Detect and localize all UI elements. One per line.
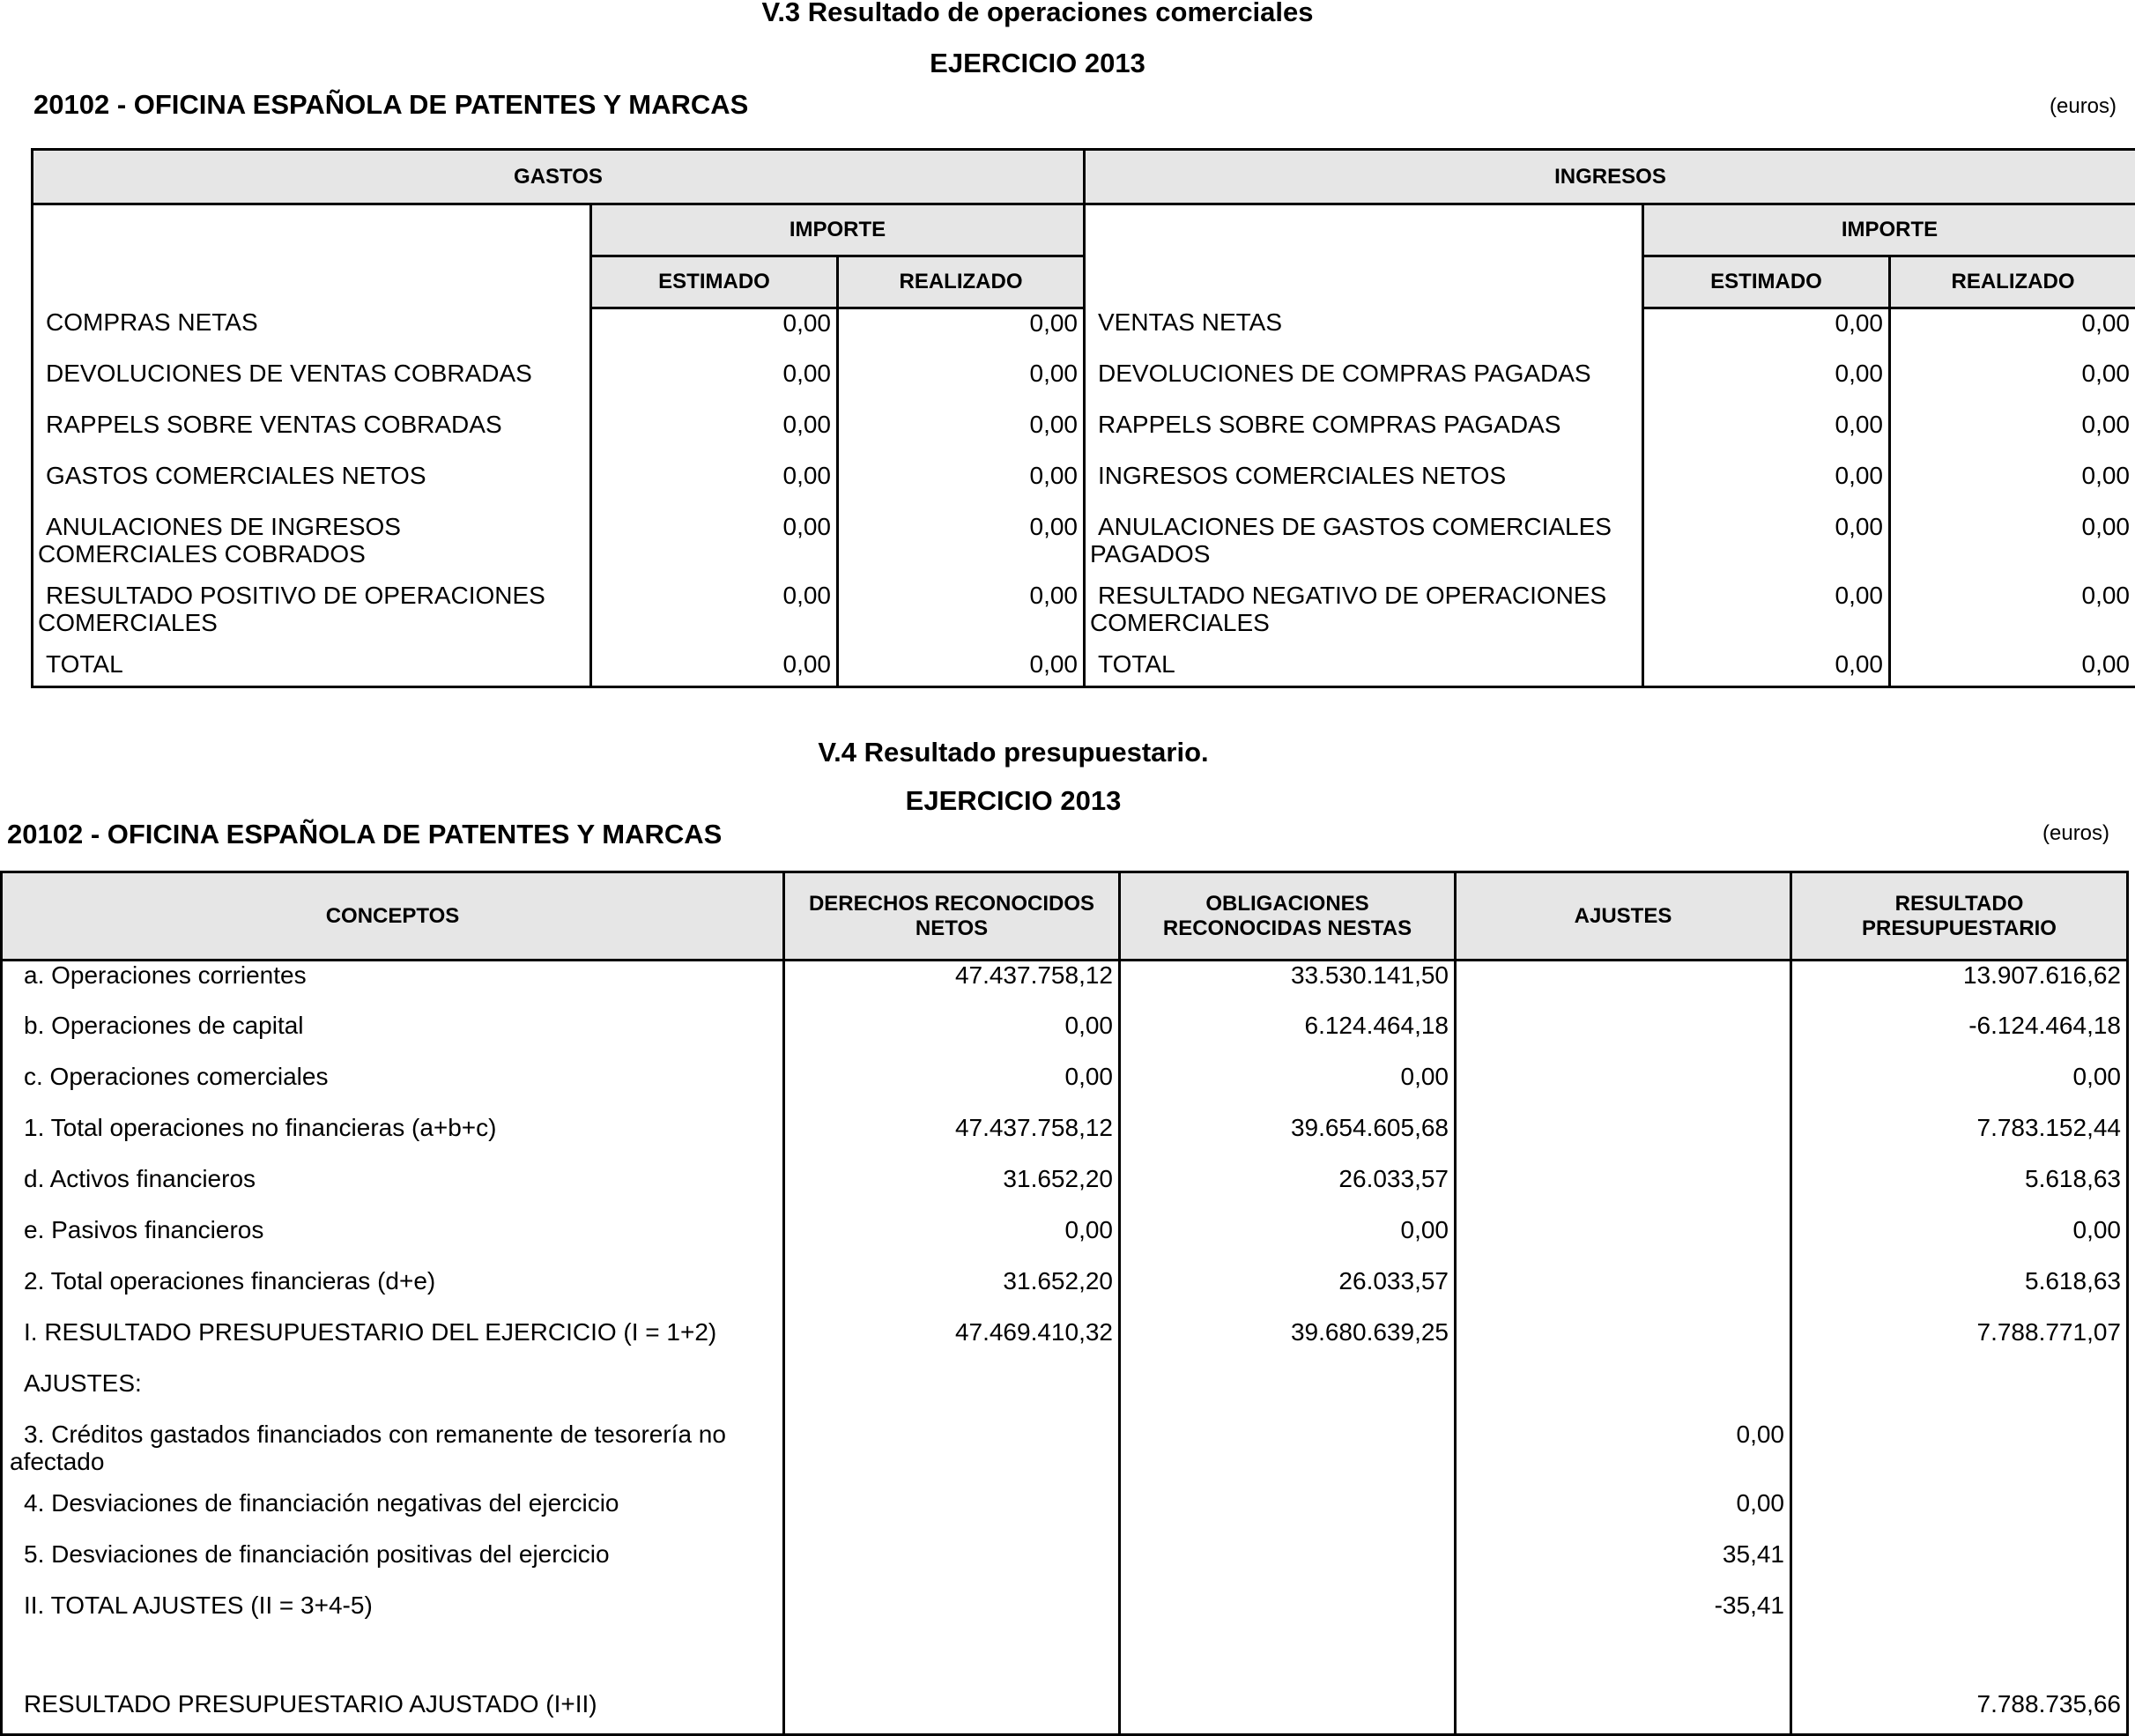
budget-result-table: [0, 871, 2129, 1736]
gastos-concept: [33, 360, 591, 411]
gastos-concept: [33, 513, 591, 582]
gastos-realizado: 0,00: [838, 582, 1085, 650]
ingresos-concept-line1: DEVOLUCIONES DE COMPRAS PAGADAS: [1098, 360, 1642, 387]
ajustes-cell: [1456, 1318, 1791, 1369]
obligaciones-cell: 26.033,57: [1120, 1165, 1456, 1216]
ajustes-cell: [1456, 1643, 1791, 1735]
ajustes-cell: 0,00: [1456, 1489, 1791, 1540]
obligaciones-cell: [1120, 1489, 1456, 1540]
ingresos-realizado: 0,00: [1890, 360, 2135, 411]
resultado-cell: 0,00: [1791, 1063, 2128, 1114]
ingresos-concept-line1: TOTAL: [1098, 650, 1642, 678]
header-importe-ingresos: IMPORTE: [1643, 204, 2135, 256]
resultado-cell: 7.788.771,07: [1791, 1318, 2128, 1369]
ingresos-concept: [1085, 360, 1643, 411]
gastos-estimado: 0,00: [591, 360, 838, 411]
table-row: [2, 961, 2128, 1012]
ajustes-cell: [1456, 1216, 1791, 1267]
gastos-concept: [33, 462, 591, 513]
ingresos-realizado: 0,00: [1890, 308, 2135, 360]
concept-line1: c. Operaciones comerciales: [24, 1063, 782, 1090]
concept-line1: e. Pasivos financieros: [24, 1216, 782, 1243]
gastos-realizado: 0,00: [838, 308, 1085, 360]
gastos-concept-line1: RESULTADO POSITIVO DE OPERACIONES: [46, 582, 589, 609]
concept-line1: 4. Desviaciones de financiación negativas del ejercicio: [24, 1489, 782, 1517]
concept-cell: [2, 1540, 784, 1591]
gastos-concept: [33, 411, 591, 462]
gastos-concept-line1: ANULACIONES DE INGRESOS: [46, 513, 589, 540]
gastos-estimado: 0,00: [591, 411, 838, 462]
derechos-cell: [784, 1369, 1120, 1421]
table-row: [2, 1421, 2128, 1489]
obligaciones-cell: [1120, 1643, 1456, 1735]
ajustes-cell: [1456, 961, 1791, 1012]
ingresos-concept: [1085, 462, 1643, 513]
header-resultado-line2: PRESUPUESTARIO: [1792, 916, 2126, 941]
table-row: [2, 1540, 2128, 1591]
ajustes-cell: 35,41: [1456, 1540, 1791, 1591]
ajustes-cell: [1456, 1114, 1791, 1165]
resultado-cell: 5.618,63: [1791, 1165, 2128, 1216]
concept-line1: 2. Total operaciones financieras (d+e): [24, 1267, 782, 1295]
derechos-cell: 47.437.758,12: [784, 961, 1120, 1012]
section-v3-entity: 20102 - OFICINA ESPAÑOLA DE PATENTES Y MARCAS: [33, 89, 748, 121]
gastos-concept-line1: TOTAL: [46, 650, 589, 678]
table-row: [2, 1012, 2128, 1063]
gastos-concept: [33, 308, 591, 360]
gastos-estimado: 0,00: [591, 650, 838, 687]
ingresos-concept: [1085, 650, 1643, 687]
table-row: [2, 1216, 2128, 1267]
table-row: [33, 582, 2135, 650]
table-row: [2, 1369, 2128, 1421]
resultado-cell: 7.788.735,66: [1791, 1643, 2128, 1735]
gastos-concept-line1: DEVOLUCIONES DE VENTAS COBRADAS: [46, 360, 589, 387]
header-realizado-gastos: REALIZADO: [838, 256, 1085, 308]
concept-cell: [2, 1369, 784, 1421]
concept-line1: 3. Créditos gastados financiados con remanente de tesorería no: [24, 1421, 782, 1448]
table-row: [2, 1318, 2128, 1369]
concept-cell: [2, 1012, 784, 1063]
section-v4-entity: 20102 - OFICINA ESPAÑOLA DE PATENTES Y MARCAS: [7, 819, 722, 850]
concept-cell: [2, 1489, 784, 1540]
ingresos-estimado: 0,00: [1643, 513, 1890, 582]
header-estimado-gastos: ESTIMADO: [591, 256, 838, 308]
obligaciones-cell: [1120, 1421, 1456, 1489]
concept-cell: [2, 1421, 784, 1489]
concept-cell: [2, 1267, 784, 1318]
section-v3-units: (euros): [2050, 94, 2116, 119]
derechos-cell: [784, 1643, 1120, 1735]
header-blank-gastos: [33, 204, 591, 308]
resultado-cell: [1791, 1540, 2128, 1591]
ingresos-estimado: 0,00: [1643, 308, 1890, 360]
derechos-cell: 0,00: [784, 1012, 1120, 1063]
ajustes-cell: 0,00: [1456, 1421, 1791, 1489]
derechos-cell: [784, 1489, 1120, 1540]
header-obligaciones-line1: OBLIGACIONES: [1121, 892, 1454, 916]
resultado-cell: 13.907.616,62: [1791, 961, 2128, 1012]
header-obligaciones: [1120, 872, 1456, 961]
header-ingresos: INGRESOS: [1085, 150, 2135, 204]
resultado-cell: [1791, 1591, 2128, 1643]
concept-cell: [2, 961, 784, 1012]
header-resultado-line1: RESULTADO: [1792, 892, 2126, 916]
ingresos-estimado: 0,00: [1643, 582, 1890, 650]
gastos-realizado: 0,00: [838, 462, 1085, 513]
table-row: [33, 462, 2135, 513]
section-v3-year: EJERCICIO 2013: [0, 48, 2075, 79]
obligaciones-cell: 39.654.605,68: [1120, 1114, 1456, 1165]
ingresos-concept-line1: RAPPELS SOBRE COMPRAS PAGADAS: [1098, 411, 1642, 438]
ingresos-concept-line1: INGRESOS COMERCIALES NETOS: [1098, 462, 1642, 489]
header-derechos: [784, 872, 1120, 961]
ingresos-estimado: 0,00: [1643, 650, 1890, 687]
ingresos-concept-line2: PAGADOS: [1090, 540, 1642, 568]
gastos-concept-line2: COMERCIALES: [38, 609, 589, 636]
concept-line1: AJUSTES:: [24, 1369, 782, 1397]
gastos-estimado: 0,00: [591, 582, 838, 650]
gastos-realizado: 0,00: [838, 513, 1085, 582]
concept-line1: d. Activos financieros: [24, 1165, 782, 1192]
header-realizado-ingresos: REALIZADO: [1890, 256, 2135, 308]
gastos-realizado: 0,00: [838, 360, 1085, 411]
table-row: [2, 1489, 2128, 1540]
gastos-concept-line1: RAPPELS SOBRE VENTAS COBRADAS: [46, 411, 589, 438]
commercial-operations-body: [33, 308, 2135, 687]
gastos-concept: [33, 582, 591, 650]
derechos-cell: 47.437.758,12: [784, 1114, 1120, 1165]
table-row-total: [2, 1643, 2128, 1735]
ajustes-cell: [1456, 1063, 1791, 1114]
resultado-cell: -6.124.464,18: [1791, 1012, 2128, 1063]
table-row: [2, 1165, 2128, 1216]
resultado-cell: [1791, 1369, 2128, 1421]
ingresos-concept-line2: COMERCIALES: [1090, 609, 1642, 636]
derechos-cell: 0,00: [784, 1216, 1120, 1267]
table-row: [2, 1591, 2128, 1643]
header-obligaciones-line2: RECONOCIDAS NESTAS: [1121, 916, 1454, 941]
ingresos-concept: [1085, 513, 1643, 582]
table-row: [33, 411, 2135, 462]
table-row: [33, 308, 2135, 360]
derechos-cell: [784, 1591, 1120, 1643]
table-row: [2, 1114, 2128, 1165]
section-v4-units: (euros): [2042, 821, 2109, 846]
concept-line1: I. RESULTADO PRESUPUESTARIO DEL EJERCICIO (I = 1+2): [24, 1318, 782, 1346]
gastos-concept: [33, 650, 591, 687]
ajustes-cell: [1456, 1369, 1791, 1421]
header-conceptos: CONCEPTOS: [2, 872, 784, 961]
concept-line1: II. TOTAL AJUSTES (II = 3+4-5): [24, 1591, 782, 1619]
derechos-cell: 31.652,20: [784, 1165, 1120, 1216]
obligaciones-cell: 0,00: [1120, 1216, 1456, 1267]
obligaciones-cell: [1120, 1540, 1456, 1591]
obligaciones-cell: 6.124.464,18: [1120, 1012, 1456, 1063]
section-v4-year: EJERCICIO 2013: [0, 785, 2027, 817]
obligaciones-cell: [1120, 1591, 1456, 1643]
ajustes-cell: -35,41: [1456, 1591, 1791, 1643]
section-v4-title: V.4 Resultado presupuestario.: [0, 737, 2027, 768]
concept-line1: RESULTADO PRESUPUESTARIO AJUSTADO (I+II): [24, 1690, 782, 1717]
derechos-cell: 31.652,20: [784, 1267, 1120, 1318]
concept-line1: a. Operaciones corrientes: [24, 961, 782, 989]
table-row: [2, 1063, 2128, 1114]
concept-line1: 1. Total operaciones no financieras (a+b+c): [24, 1114, 782, 1141]
ingresos-estimado: 0,00: [1643, 462, 1890, 513]
ingresos-realizado: 0,00: [1890, 462, 2135, 513]
gastos-concept-line1: GASTOS COMERCIALES NETOS: [46, 462, 589, 489]
concept-cell: [2, 1114, 784, 1165]
header-derechos-line2: NETOS: [785, 916, 1118, 941]
table-row: [2, 1267, 2128, 1318]
ingresos-realizado: 0,00: [1890, 411, 2135, 462]
ajustes-cell: [1456, 1165, 1791, 1216]
header-importe-gastos: IMPORTE: [591, 204, 1085, 256]
obligaciones-cell: [1120, 1369, 1456, 1421]
concept-line1: 5. Desviaciones de financiación positivas del ejercicio: [24, 1540, 782, 1568]
obligaciones-cell: 39.680.639,25: [1120, 1318, 1456, 1369]
derechos-cell: [784, 1540, 1120, 1591]
commercial-operations-table: [31, 148, 2135, 688]
gastos-realizado: 0,00: [838, 650, 1085, 687]
ingresos-realizado: 0,00: [1890, 513, 2135, 582]
header-blank-ingresos: [1085, 204, 1643, 308]
gastos-concept-line2: COMERCIALES COBRADOS: [38, 540, 589, 568]
budget-result-body: [2, 961, 2128, 1735]
table-row: [33, 360, 2135, 411]
header-derechos-line1: DERECHOS RECONOCIDOS: [785, 892, 1118, 916]
concept-cell: [2, 1216, 784, 1267]
derechos-cell: [784, 1421, 1120, 1489]
resultado-cell: [1791, 1489, 2128, 1540]
resultado-cell: [1791, 1421, 2128, 1489]
gastos-concept-line1: COMPRAS NETAS: [46, 308, 589, 336]
ingresos-concept: [1085, 582, 1643, 650]
concept-line1: b. Operaciones de capital: [24, 1012, 782, 1039]
header-resultado: [1791, 872, 2128, 961]
resultado-cell: 0,00: [1791, 1216, 2128, 1267]
concept-cell: [2, 1591, 784, 1643]
ingresos-estimado: 0,00: [1643, 360, 1890, 411]
derechos-cell: 0,00: [784, 1063, 1120, 1114]
concept-cell: [2, 1165, 784, 1216]
gastos-estimado: 0,00: [591, 308, 838, 360]
section-v3-title: V.3 Resultado de operaciones comerciales: [0, 0, 2075, 28]
obligaciones-cell: 0,00: [1120, 1063, 1456, 1114]
ingresos-concept: [1085, 308, 1643, 360]
ingresos-concept-line1: ANULACIONES DE GASTOS COMERCIALES: [1098, 513, 1642, 540]
ingresos-estimado: 0,00: [1643, 411, 1890, 462]
concept-line2: afectado: [10, 1448, 782, 1475]
table-row-total: [33, 650, 2135, 687]
ajustes-cell: [1456, 1267, 1791, 1318]
ingresos-concept: [1085, 411, 1643, 462]
header-ajustes: AJUSTES: [1456, 872, 1791, 961]
ingresos-concept-line1: RESULTADO NEGATIVO DE OPERACIONES: [1098, 582, 1642, 609]
gastos-realizado: 0,00: [838, 411, 1085, 462]
table-row: [33, 513, 2135, 582]
header-estimado-ingresos: ESTIMADO: [1643, 256, 1890, 308]
gastos-estimado: 0,00: [591, 462, 838, 513]
header-gastos: GASTOS: [33, 150, 1085, 204]
resultado-cell: 5.618,63: [1791, 1267, 2128, 1318]
ajustes-cell: [1456, 1012, 1791, 1063]
derechos-cell: 47.469.410,32: [784, 1318, 1120, 1369]
obligaciones-cell: 26.033,57: [1120, 1267, 1456, 1318]
ingresos-realizado: 0,00: [1890, 650, 2135, 687]
resultado-cell: 7.783.152,44: [1791, 1114, 2128, 1165]
concept-cell: [2, 1643, 784, 1735]
ingresos-realizado: 0,00: [1890, 582, 2135, 650]
concept-cell: [2, 1318, 784, 1369]
gastos-estimado: 0,00: [591, 513, 838, 582]
obligaciones-cell: 33.530.141,50: [1120, 961, 1456, 1012]
concept-cell: [2, 1063, 784, 1114]
ingresos-concept-line1: VENTAS NETAS: [1098, 308, 1642, 336]
